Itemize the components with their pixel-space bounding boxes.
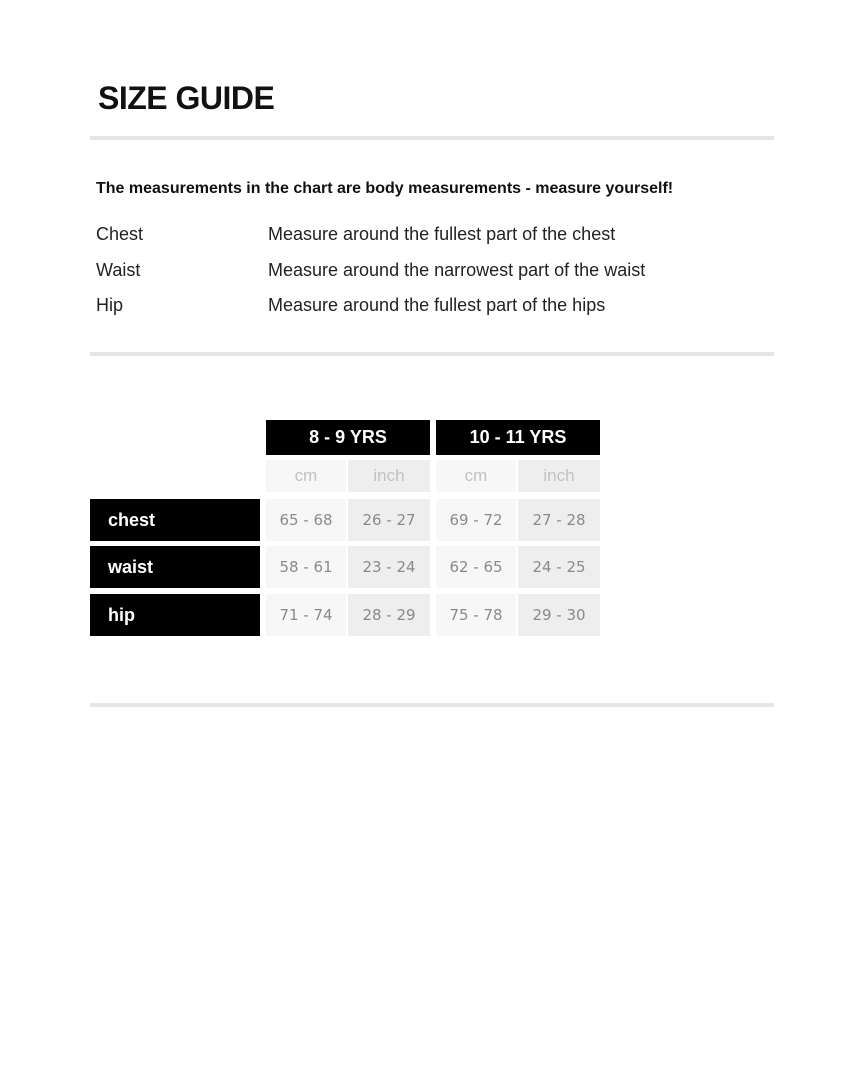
measurement-descriptions: [96, 217, 645, 324]
table-cell: 62 - 65: [436, 546, 516, 588]
table-cell: 27 - 28: [518, 499, 600, 541]
divider: [90, 136, 774, 140]
table-cell: 26 - 27: [348, 499, 430, 541]
row-label-chest: chest: [90, 499, 260, 541]
table-cell: 65 - 68: [266, 499, 346, 541]
description-text: Measure around the fullest part of the chest: [268, 224, 616, 245]
row-label-waist: waist: [90, 546, 260, 588]
unit-header: cm: [266, 460, 346, 492]
description-row-chest: [96, 217, 645, 253]
table-cell: 58 - 61: [266, 546, 346, 588]
description-label: Hip: [96, 295, 124, 316]
table-cell: 24 - 25: [518, 546, 600, 588]
unit-header: cm: [436, 460, 516, 492]
page-title: SIZE GUIDE: [98, 80, 275, 116]
table-cell: 75 - 78: [436, 594, 516, 636]
size-header-8-9: 8 - 9 YRS: [266, 420, 430, 455]
description-label: Chest: [96, 224, 144, 245]
intro-text: The measurements in the chart are body measurements - measure yourself!: [96, 180, 674, 197]
description-label: Waist: [96, 259, 141, 280]
description-row-waist: [96, 253, 645, 289]
unit-header: inch: [348, 460, 430, 492]
row-label-hip: hip: [90, 594, 260, 636]
table-cell: 23 - 24: [348, 546, 430, 588]
table-cell: 28 - 29: [348, 594, 430, 636]
unit-header: inch: [518, 460, 600, 492]
divider: [90, 703, 774, 707]
table-cell: 71 - 74: [266, 594, 346, 636]
table-cell: 29 - 30: [518, 594, 600, 636]
size-header-10-11: 10 - 11 YRS: [436, 420, 600, 455]
description-text: Measure around the narrowest part of the waist: [268, 259, 646, 280]
description-text: Measure around the fullest part of the hips: [268, 295, 606, 316]
description-row-hip: [96, 288, 645, 324]
table-cell: 69 - 72: [436, 499, 516, 541]
divider: [90, 352, 774, 356]
